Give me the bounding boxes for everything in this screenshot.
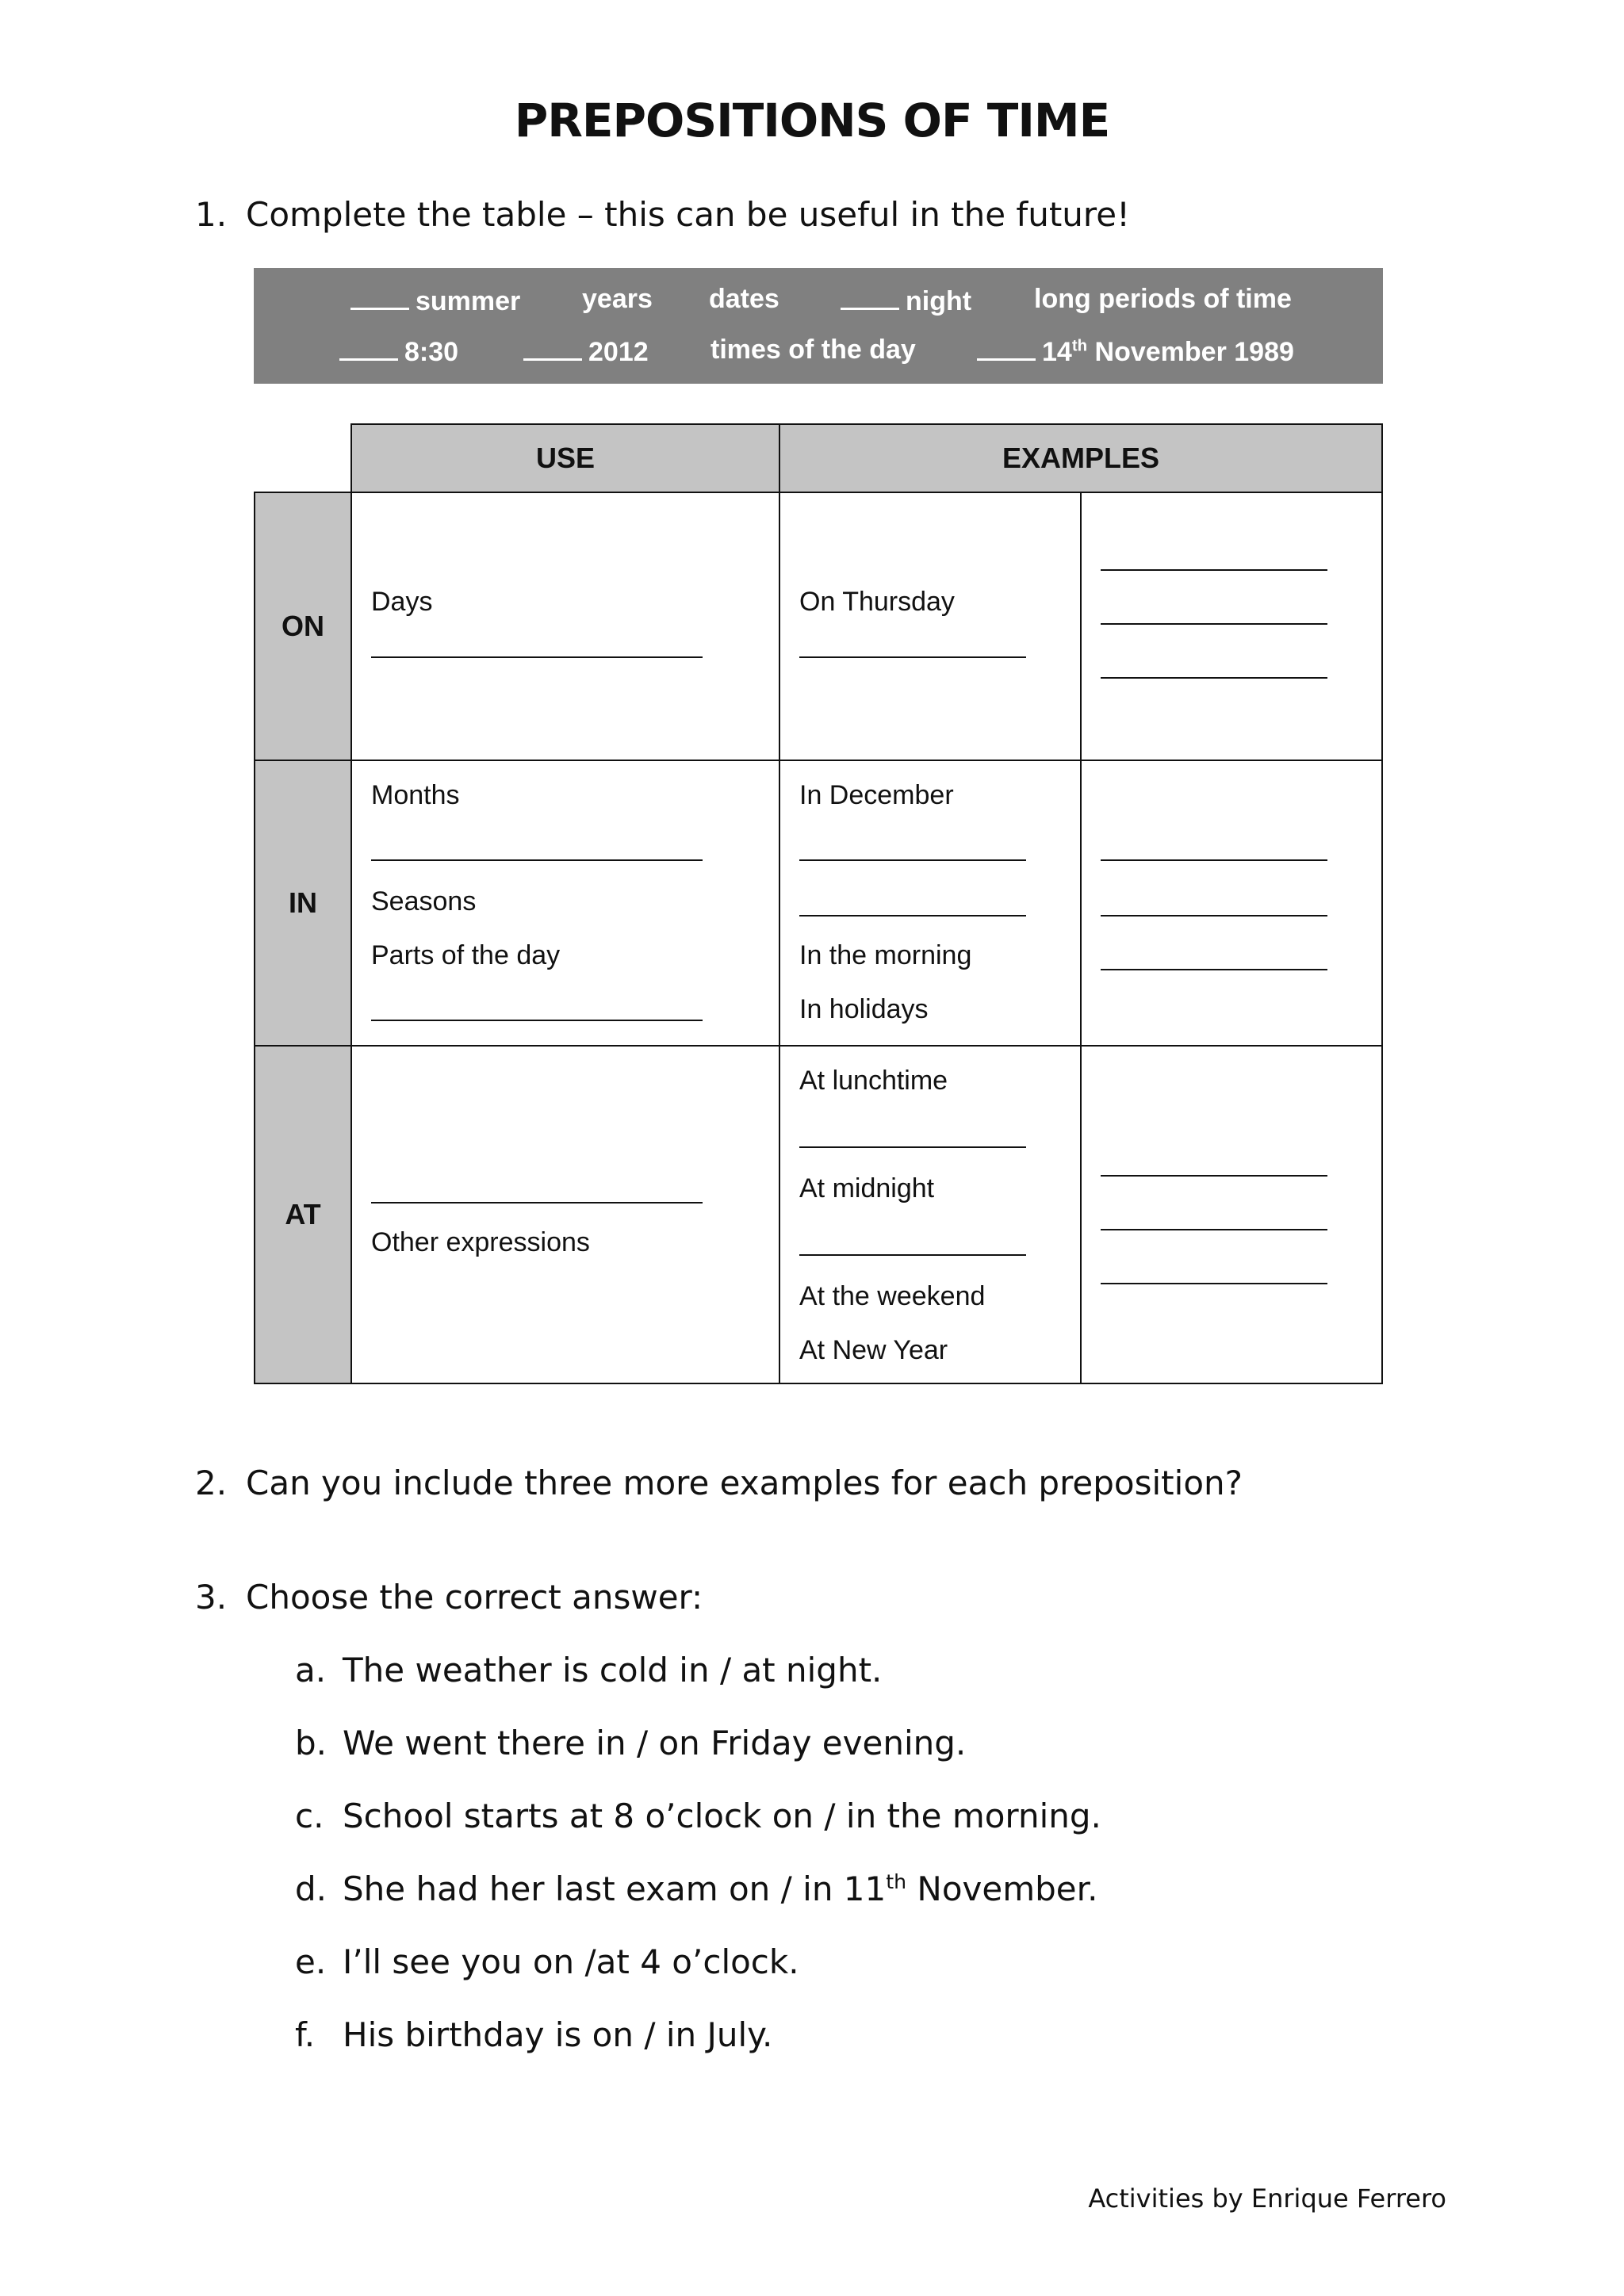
cell-at-use: [350, 1045, 780, 1384]
option-a: [295, 1651, 882, 1689]
option-c: [295, 1797, 1101, 1835]
answer-line[interactable]: [371, 859, 703, 861]
answer-line[interactable]: [799, 859, 1026, 861]
answer-line[interactable]: [371, 656, 703, 658]
option-text: We went there in / on Friday evening.: [343, 1724, 967, 1762]
example-text: At the weekend: [799, 1281, 986, 1311]
blank-line: [350, 284, 409, 310]
question-number: 3.: [195, 1578, 228, 1617]
word-night: night: [841, 284, 971, 317]
word-date-1989: 14th November 1989: [977, 335, 1294, 368]
answer-line[interactable]: [799, 1146, 1026, 1148]
answer-line[interactable]: [371, 1020, 703, 1021]
answer-line[interactable]: [1101, 623, 1327, 625]
cell-on-examples: [779, 492, 1082, 761]
example-text: In December: [799, 780, 954, 810]
use-text: Other expressions: [371, 1227, 590, 1257]
prepositions-table: [254, 423, 1383, 1384]
example-text: At midnight: [799, 1173, 935, 1203]
footer-credit: Activities by Enrique Ferrero: [1088, 2183, 1446, 2214]
question-3: [195, 1578, 703, 1617]
option-text: I’ll see you on /at 4 o’clock.: [343, 1942, 799, 1981]
word-summer: summer: [350, 284, 520, 317]
word-830: 8:30: [339, 335, 458, 368]
word-times-of-day: times of the day: [710, 335, 916, 365]
word-dates: dates: [709, 284, 779, 314]
question-number: 1.: [195, 195, 228, 234]
answer-line[interactable]: [371, 1202, 703, 1203]
use-text: Seasons: [371, 886, 477, 916]
answer-line[interactable]: [1101, 677, 1327, 679]
cell-on-extra: [1080, 492, 1383, 761]
use-text: Days: [371, 587, 433, 617]
example-text: In the morning: [799, 940, 972, 970]
word-2012: 2012: [523, 335, 649, 368]
answer-line[interactable]: [1101, 1283, 1327, 1284]
example-text: At New Year: [799, 1335, 948, 1365]
use-text: Parts of the day: [371, 940, 561, 970]
cell-in-use: [350, 760, 780, 1047]
answer-line[interactable]: [799, 915, 1026, 916]
row-label-on: ON: [254, 492, 352, 761]
option-text: His birthday is on / in July.: [343, 2015, 773, 2054]
cell-in-examples: [779, 760, 1082, 1047]
example-text: In holidays: [799, 994, 929, 1024]
row-label-at: AT: [254, 1045, 352, 1384]
option-f: [295, 2015, 772, 2054]
option-text: The weather is cold in / at night.: [343, 1651, 883, 1689]
answer-line[interactable]: [1101, 915, 1327, 916]
option-text: She had her last exam on / in 11: [343, 1869, 887, 1908]
cell-in-extra: [1080, 760, 1383, 1047]
answer-line[interactable]: [1101, 569, 1327, 571]
option-letter: c.: [295, 1797, 324, 1835]
cell-on-use: [350, 492, 780, 761]
answer-line[interactable]: [799, 656, 1026, 658]
option-letter: b.: [295, 1724, 327, 1762]
header-use: USE: [350, 423, 780, 493]
use-text: Months: [371, 780, 460, 810]
option-e: [295, 1942, 799, 1981]
answer-line[interactable]: [1101, 1175, 1327, 1177]
blank-line: [841, 284, 899, 310]
word-years: years: [582, 284, 653, 314]
option-d: [295, 1869, 1097, 1908]
answer-line[interactable]: [799, 1254, 1026, 1256]
option-letter: d.: [295, 1869, 327, 1908]
blank-line: [523, 335, 582, 361]
question-number: 2.: [195, 1464, 228, 1502]
blank-line: [977, 335, 1036, 361]
question-text: Choose the correct answer:: [246, 1578, 703, 1617]
ordinal-suffix: th: [886, 1870, 907, 1893]
page-title: PREPOSITIONS OF TIME: [514, 94, 1110, 147]
cell-at-examples: [779, 1045, 1082, 1384]
question-text: Complete the table – this can be useful in the future!: [246, 195, 1130, 234]
header-examples: EXAMPLES: [779, 423, 1383, 493]
example-text: On Thursday: [799, 587, 955, 617]
option-letter: f.: [295, 2015, 316, 2054]
answer-line[interactable]: [1101, 1229, 1327, 1230]
word-box: [254, 268, 1383, 384]
option-b: [295, 1724, 966, 1762]
question-2: [195, 1464, 1243, 1502]
option-letter: e.: [295, 1942, 327, 1981]
question-1: [195, 195, 1130, 234]
option-text: School starts at 8 o’clock on / in the morning.: [343, 1797, 1101, 1835]
option-text-rest: November.: [906, 1869, 1098, 1908]
answer-line[interactable]: [1101, 969, 1327, 970]
option-letter: a.: [295, 1651, 327, 1689]
word-long-periods: long periods of time: [1034, 284, 1292, 314]
question-text: Can you include three more examples for each preposition?: [246, 1464, 1243, 1502]
cell-at-extra: [1080, 1045, 1383, 1384]
example-text: At lunchtime: [799, 1066, 948, 1096]
row-label-in: IN: [254, 760, 352, 1047]
answer-line[interactable]: [1101, 859, 1327, 861]
blank-line: [339, 335, 398, 361]
